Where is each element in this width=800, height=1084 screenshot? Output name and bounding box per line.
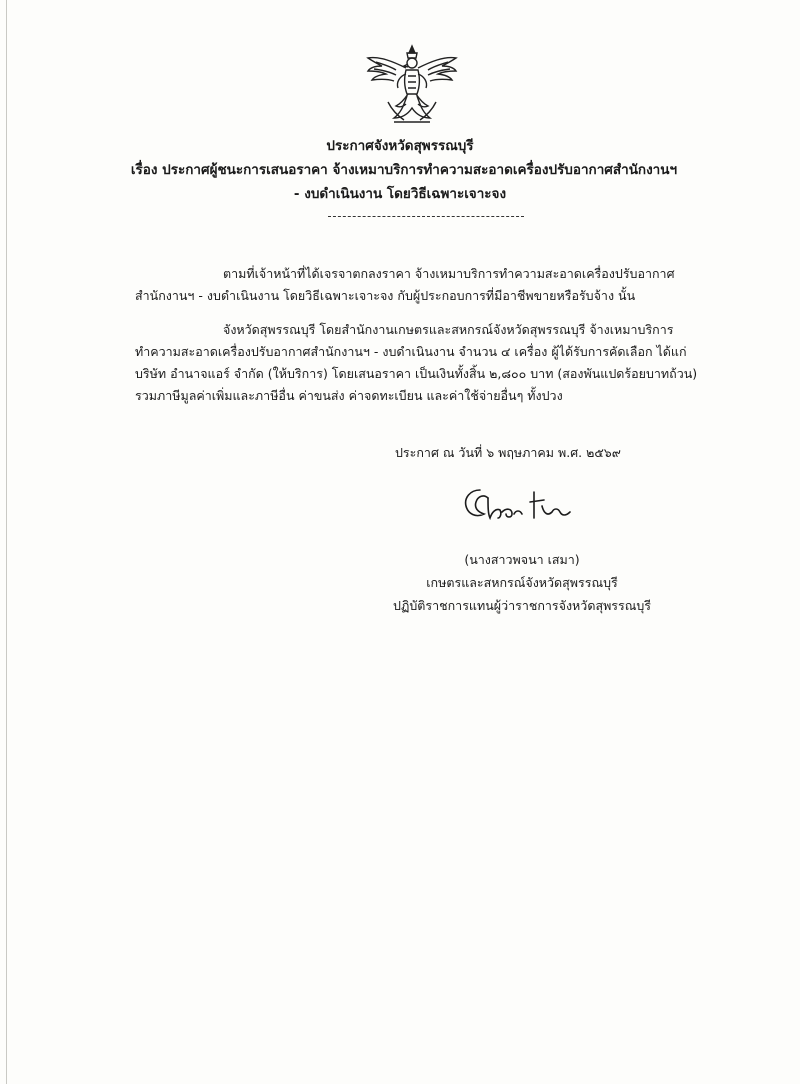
header-divider — [328, 216, 524, 218]
signatory-position: เกษตรและสหกรณ์จังหวัดสุพรรณบุรี — [426, 575, 618, 590]
announcement-header — [0, 134, 800, 206]
announcement-subject: เรื่อง ประกาศผู้ชนะการเสนอราคา จ้างเหมาบริการทำความสะอาดเครื่องปรับอากาศสำนักงานฯ — [130, 162, 678, 178]
signatory-acting: ปฏิบัติราชการแทนผู้ว่าราชการจังหวัดสุพรรณบุรี — [393, 598, 651, 613]
paragraph-2 — [135, 319, 698, 407]
signatory-block — [372, 548, 672, 617]
handwritten-signature — [458, 484, 578, 526]
paragraph-1-line: ตามที่เจ้าหน้าที่ได้เจรจาตกลงราคา จ้างเหมาบริการทำความสะอาดเครื่องปรับอากาศ — [223, 266, 675, 281]
paragraph-2-line: บริษัท อำนาจแอร์ จำกัด (ให้บริการ) โดยเสนอราคา เป็นเงินทั้งสิ้น ๒,๘๐๐ บาท (สองพันแปดร้อยบาทถ้วน) — [135, 366, 698, 381]
paragraph-1 — [135, 263, 695, 307]
garuda-emblem-icon — [364, 44, 460, 126]
announcement-title: ประกาศจังหวัดสุพรรณบุรี — [326, 138, 474, 154]
announcement-subject-continued: - งบดำเนินงาน โดยวิธีเฉพาะเจาะจง — [293, 186, 507, 202]
signatory-name: (นางสาวพจนา เสมา) — [464, 552, 580, 567]
paragraph-2-line: ทำความสะอาดเครื่องปรับอากาศสำนักงานฯ - งบดำเนินงาน จำนวน ๔ เครื่อง ผู้ได้รับการคัดเลือก ได้แก่ — [135, 344, 687, 359]
announcement-date: ประกาศ ณ วันที่ ๖ พฤษภาคม พ.ศ. ๒๕๖๙ — [395, 445, 621, 460]
paragraph-2-line: รวมภาษีมูลค่าเพิ่มและภาษีอื่น ค่าขนส่ง ค่าจดทะเบียน และค่าใช้จ่ายอื่นๆ ทั้งปวง — [135, 388, 563, 403]
paragraph-1-line: สำนักงานฯ - งบดำเนินงาน โดยวิธีเฉพาะเจาะจง กับผู้ประกอบการที่มีอาชีพขายหรือรับจ้าง นั้น — [135, 288, 636, 303]
paragraph-2-line: จังหวัดสุพรรณบุรี โดยสำนักงานเกษตรและสหกรณ์จังหวัดสุพรรณบุรี จ้างเหมาบริการ — [223, 322, 674, 337]
